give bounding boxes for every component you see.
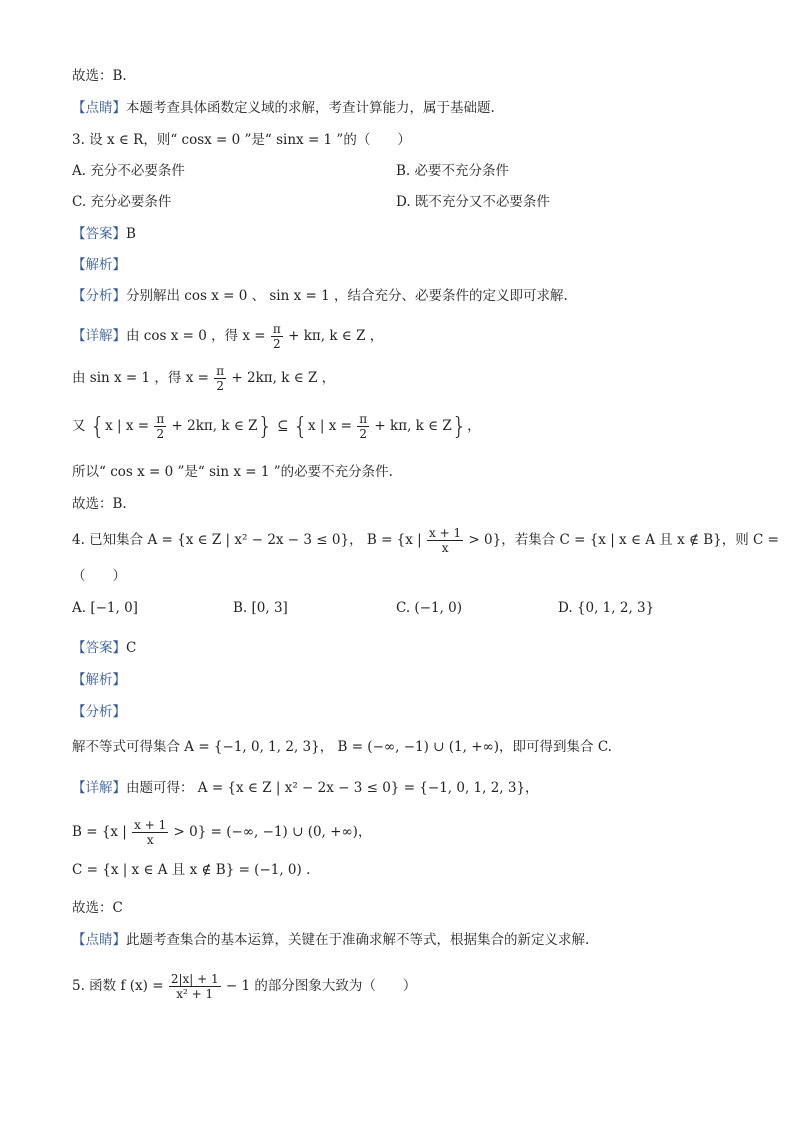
dianjing-line (72, 98, 495, 120)
q4-option-b: B. [0, 3] (233, 600, 288, 616)
fraction (154, 412, 166, 441)
xiangjie-text-pre: 由 cos x = 0 ，得 x = (126, 328, 266, 344)
question-3-stem: 3. 设 x ∈ R，则“ cosx = 0 ”是“ sinx = 1 ”的（ ） (72, 132, 411, 148)
fraction (427, 526, 463, 555)
q4-fenxi-line (72, 702, 126, 724)
fraction (271, 322, 283, 351)
question-5-stem (72, 964, 416, 1008)
q4-answer-line (72, 638, 136, 660)
q4-xiangjie-line-2 (72, 812, 371, 852)
q5-pre: 5. 函数 f (x) = (72, 978, 164, 994)
fenxi-text: 分别解出 cos x = 0 、 sin x = 1 ，结合充分、必要条件的定义即可求解. (126, 288, 568, 304)
set-a-tail: + 2kπ, k ∈ Z (171, 418, 258, 434)
q3-option-b: B. 必要不充分条件 (396, 163, 510, 179)
fraction-numerator: π (156, 412, 165, 426)
q3-choice: 故选：B. (72, 496, 127, 512)
q4-dianjing-line (72, 930, 589, 952)
q3-conclusion: 所以“ cos x = 0 ”是“ sin x = 1 ”的必要不充分条件. (72, 464, 393, 480)
fraction-denominator: 2 (359, 427, 367, 441)
answer-tag: 【答案】 (72, 640, 126, 656)
xiangjie-tag: 【详解】 (72, 328, 126, 344)
q3-xiangjie-line-3 (72, 404, 481, 448)
q4-option-d: D. {0, 1, 2, 3} (558, 600, 655, 616)
q3-option-a: A. 充分不必要条件 (72, 163, 185, 179)
right-brace: } (257, 412, 273, 441)
subset-symbol: ⊆ (277, 418, 289, 434)
right-brace: } (451, 412, 468, 441)
fraction-numerator: x + 1 (429, 526, 462, 540)
q4-option-c: C. (−1, 0) (396, 600, 463, 616)
dianjing-text: 本题考查具体函数定义域的求解，考查计算能力，属于基础题. (126, 100, 495, 116)
q4-stem-post: > 0}，若集合 C = {x | x ∈ A 且 x ∉ B}，则 C = (468, 532, 779, 548)
q5-post: − 1 的部分图象大致为（ ） (225, 978, 417, 994)
fraction-denominator: x (146, 833, 154, 847)
fraction-numerator: π (216, 364, 225, 378)
fraction-numerator: x + 1 (134, 818, 167, 832)
xiangjie-tag: 【详解】 (72, 780, 126, 796)
q3-option-d: D. 既不充分又不必要条件 (396, 194, 550, 210)
fraction-denominator: 2 (273, 337, 281, 351)
xiangjie-text-post: + kπ, k ∈ Z ， (288, 328, 384, 344)
text-end: ， (467, 418, 481, 434)
analysis-tag: 【解析】 (72, 257, 126, 273)
fraction-denominator: 2 (156, 427, 165, 441)
q3-analysis-line (72, 255, 126, 277)
dianjing-text: 此题考查集合的基本运算，关键在于准确求解不等式，根据集合的新定义求解. (126, 932, 590, 948)
set-b-tail: + kπ, k ∈ Z (374, 418, 452, 434)
q3-fenxi-line (72, 286, 568, 308)
fraction-denominator: 2 (216, 379, 224, 393)
q4-xiangjie-line-3: C = {x | x ∈ A 且 x ∉ B} = (−1, 0) . (72, 862, 311, 878)
text-pre: 由 sin x = 1 ，得 x = (72, 370, 209, 386)
q4-paren: （ ） (72, 568, 126, 584)
fraction-numerator: π (272, 322, 281, 336)
question-4-stem (72, 526, 779, 566)
left-brace: { (89, 412, 106, 441)
fraction-denominator: x² + 1 (176, 987, 214, 1001)
text-post: > 0} = (−∞, −1) ∪ (0, +∞)， (173, 824, 372, 840)
q3-xiangjie-line-2 (72, 358, 335, 398)
dianjing-tag: 【点睛】 (72, 100, 126, 116)
text-pre: B = {x | (72, 824, 127, 840)
text-post: + 2kπ, k ∈ Z ， (231, 370, 336, 386)
answer-value: C (126, 640, 137, 656)
left-brace: { (292, 412, 308, 441)
xiangjie-text: 由题可得： A = {x ∈ Z | x² − 2x − 3 ≤ 0} = {−1, 0, 1, 2, 3}， (126, 780, 539, 796)
fraction (169, 972, 221, 1001)
text-line: 故选：B. (72, 68, 127, 84)
q4-xiangjie-line-1 (72, 778, 539, 800)
analysis-tag: 【解析】 (72, 672, 126, 688)
q3-xiangjie-line-1 (72, 316, 383, 356)
set-a-lead: x | x = (105, 418, 150, 434)
set-b-lead: x | x = (307, 418, 352, 434)
answer-tag: 【答案】 (72, 226, 126, 242)
fenxi-tag: 【分析】 (72, 704, 126, 720)
dianjing-tag: 【点睛】 (72, 932, 126, 948)
q3-option-c: C. 充分必要条件 (72, 194, 172, 210)
text-pre: 又 (72, 418, 86, 434)
fenxi-tag: 【分析】 (72, 288, 126, 304)
fraction (214, 364, 226, 393)
fraction (357, 412, 369, 441)
fraction-numerator: 2|x| + 1 (170, 972, 219, 986)
q4-choice: 故选：C (72, 900, 123, 916)
answer-value: B (126, 226, 136, 242)
q4-option-a: A. [−1, 0] (72, 600, 138, 616)
fraction (132, 818, 168, 847)
q4-fenxi-text: 解不等式可得集合 A = {−1, 0, 1, 2, 3}， B = (−∞, −1) ∪ (1, +∞)，即可得到集合 C. (72, 739, 612, 755)
q4-stem-pre: 4. 已知集合 A = {x ∈ Z | x² − 2x − 3 ≤ 0}， B = {x | (72, 532, 422, 548)
fraction-denominator: x (441, 541, 449, 555)
q3-answer-line (72, 224, 136, 246)
q4-analysis-line (72, 670, 126, 692)
fraction-numerator: π (359, 412, 368, 426)
